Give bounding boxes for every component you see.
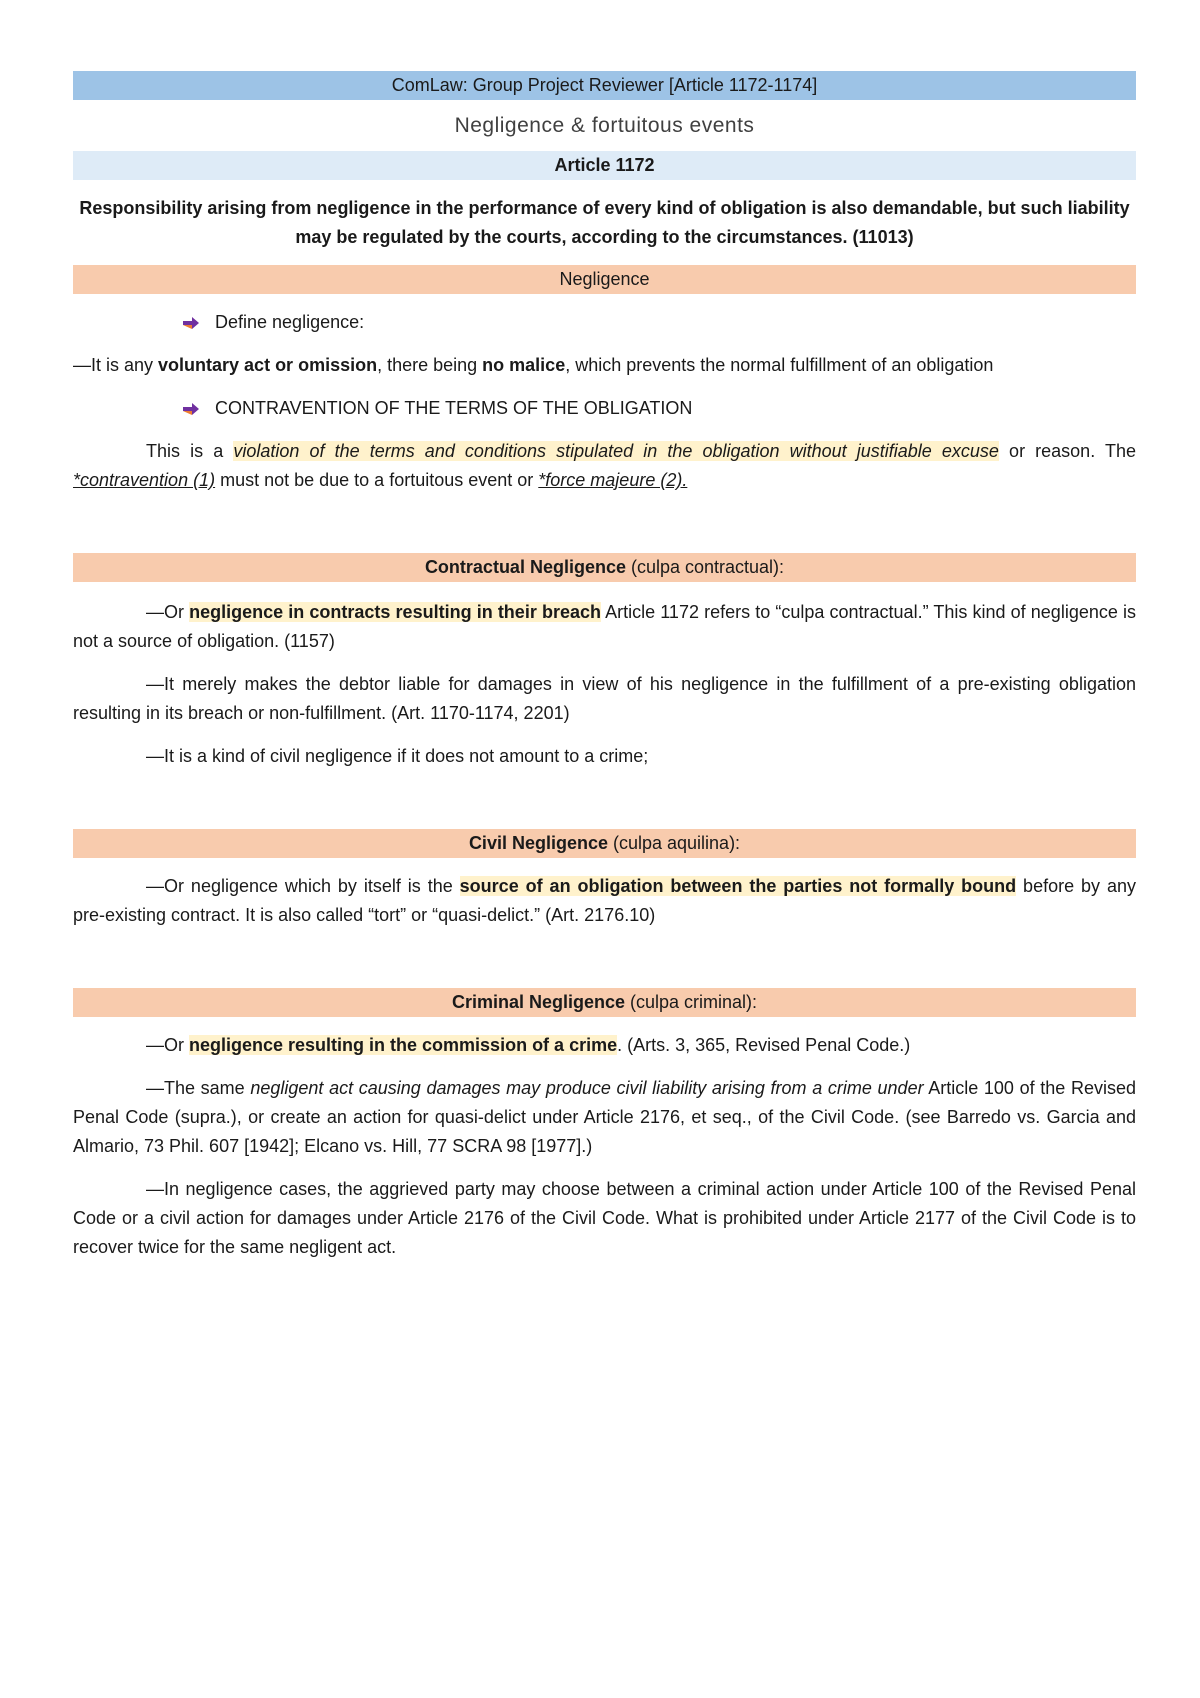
article-text: Responsibility arising from negligence in the performance of every kind of obligation is also demandable, but such liability may be regulated by the courts, according to the circumstances. (11013) xyxy=(79,198,1130,247)
section-heading-civil: Civil Negligence (culpa aquilina): xyxy=(73,829,1136,858)
highlighted-text: violation of the terms and conditions stipulated in the obligation without justifiable excuse xyxy=(233,441,999,461)
bullet-define-negligence xyxy=(181,308,1136,337)
arrow-bullet-icon xyxy=(181,315,201,331)
criminal-paragraph-1: —Or negligence resulting in the commission of a crime. (Arts. 3, 365, Revised Penal Code.) xyxy=(146,1035,911,1055)
footnote-link[interactable]: *force majeure (2). xyxy=(538,470,688,490)
section-heading-negligence: Negligence xyxy=(73,265,1136,294)
contravention-paragraph: This is a violation of the terms and conditions stipulated in the obligation without justifiable excuse or reason. The *contravention (1) must not be due to a fortuitous event or *force majeure (2). xyxy=(73,441,1136,490)
highlighted-text: negligence resulting in the commission of a crime xyxy=(189,1035,618,1055)
contractual-paragraph-2: —It merely makes the debtor liable for damages in view of his negligence in the fulfillment of a pre-existing obligation resulting in its breach or non-fulfillment. (Art. 1170-1174, 2201) xyxy=(73,674,1136,723)
section-heading-contractual: Contractual Negligence (culpa contractual): xyxy=(73,553,1136,582)
highlighted-text: negligence in contracts resulting in their breach xyxy=(189,602,601,622)
bullet-label: Define negligence: xyxy=(215,312,365,332)
criminal-paragraph-2: —The same negligent act causing damages may produce civil liability arising from a crime under Article 100 of the Revised Penal Code (supra.), or create an action for quasi-delict under Article 2176, et seq., of the Civil Code. (see Barredo vs. Garcia and Almario, 73 Phil. 607 [1942]; Elcano vs. Hill, 77 SCRA 98 [1977].) xyxy=(73,1078,1136,1156)
bullet-label: CONTRAVENTION OF THE TERMS OF THE OBLIGATION xyxy=(215,398,693,418)
highlighted-text: source of an obligation between the parties not formally bound xyxy=(459,876,1017,896)
document-subtitle: Negligence & fortuitous events xyxy=(454,114,755,137)
article-heading: Article 1172 xyxy=(73,151,1136,180)
negligence-definition: —It is any voluntary act or omission, there being no malice, which prevents the normal fulfillment of an obligation xyxy=(73,355,994,375)
civil-paragraph-1: —Or negligence which by itself is the source of an obligation between the parties not formally bound before by any pre-existing contract. It is also called “tort” or “quasi-delict.” (Art. 2176.10) xyxy=(73,876,1136,925)
contractual-paragraph-3: —It is a kind of civil negligence if it does not amount to a crime; xyxy=(146,746,649,766)
criminal-paragraph-3: —In negligence cases, the aggrieved party may choose between a criminal action under Article 100 of the Revised Penal Code or a civil action for damages under Article 2176 of the Civil Code. What is prohibited under Article 2177 of the Civil Code is to recover twice for the same negligent act. xyxy=(73,1179,1136,1257)
document-title: ComLaw: Group Project Reviewer [Article 1172-1174] xyxy=(73,71,1136,100)
footnote-link[interactable]: *contravention (1) xyxy=(73,470,216,490)
contractual-paragraph-1: —Or negligence in contracts resulting in their breach Article 1172 refers to “culpa contractual.” This kind of negligence is not a source of obligation. (1157) xyxy=(73,602,1136,651)
document-page xyxy=(73,71,1136,1262)
arrow-bullet-icon xyxy=(181,401,201,417)
section-heading-criminal: Criminal Negligence (culpa criminal): xyxy=(73,988,1136,1017)
bullet-contravention xyxy=(181,394,1136,423)
